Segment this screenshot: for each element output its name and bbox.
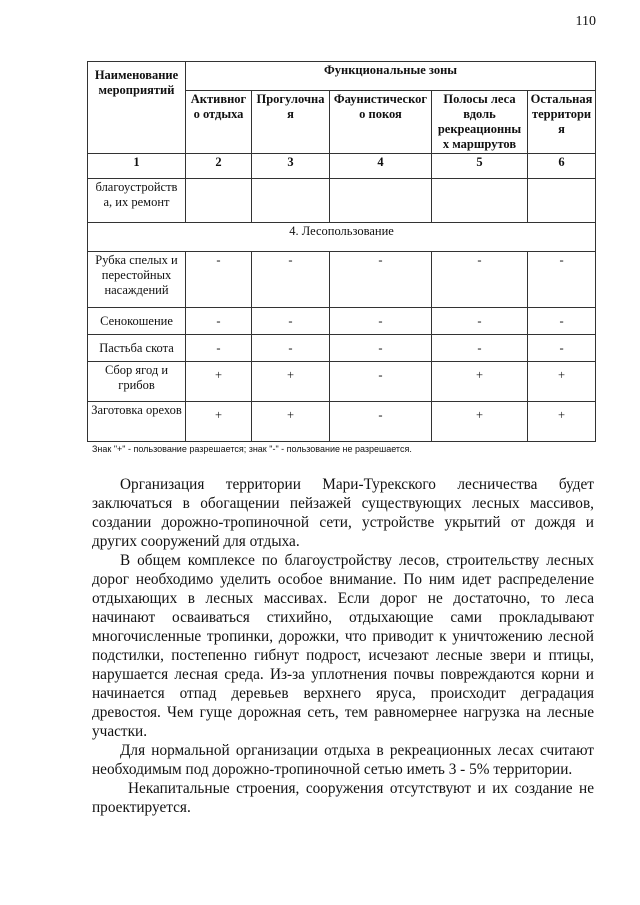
section-row — [88, 223, 596, 252]
zone-value: - — [330, 335, 432, 362]
zone-value — [330, 179, 432, 223]
page-number: 110 — [575, 14, 596, 29]
zone-value: - — [330, 308, 432, 335]
zone-value: + — [252, 402, 330, 442]
zone-value: - — [330, 252, 432, 308]
zone-value: + — [432, 362, 528, 402]
zone-value: - — [252, 335, 330, 362]
zone-value: - — [432, 335, 528, 362]
zone-header: Фаунистическог о покоя — [330, 91, 432, 154]
activity-name: Пастьба скота — [88, 335, 186, 362]
zone-value — [186, 179, 252, 223]
activity-column-header: Наименование мероприятий — [88, 62, 186, 154]
table-row — [88, 252, 596, 308]
paragraph: Для нормальной организации отдыха в рекреационных лесах считают необходимым под дорожно-тропиночной сетью иметь 3 - 5% территории. — [92, 742, 594, 778]
zone-value: - — [330, 402, 432, 442]
zone-value: + — [186, 402, 252, 442]
zone-value: - — [186, 335, 252, 362]
zone-value: + — [528, 362, 596, 402]
table-row — [88, 335, 596, 362]
zone-value: - — [528, 308, 596, 335]
paragraph: В общем комплексе по благоустройству лесов, строительству лесных дорог необходимо уделить особое внимание. По ним идет распределение отдыхающих в лесных массивах. Если дорог не достаточно, то леса начинают осваиваться стихийно, отдыхающие сами прокладывают многочисленные тропинки, дорожки, что приводит к уничтожению лесной подстилки, постепенно гибнут подрост, исчезают лесные звери и птицы, нарушается лесная среда. Из-за уплотнения почвы повреждаются корни и начинается отпад деревьев верхнего яруса, происходит деградация древостоя. Чем гуще дорожная сеть, тем равномернее нагрузка на лесные участки. — [92, 552, 594, 740]
zone-header: Полосы леса вдоль рекреационны х маршрутов — [432, 91, 528, 154]
column-number: 6 — [528, 154, 596, 179]
activity-name: благоустройств а, их ремонт — [88, 179, 186, 223]
table-row — [88, 402, 596, 442]
activity-name: Сбор ягод и грибов — [88, 362, 186, 402]
body-text — [92, 475, 594, 817]
column-number: 4 — [330, 154, 432, 179]
zone-value: - — [528, 252, 596, 308]
activity-name: Рубка спелых и перестойных насаждений — [88, 252, 186, 308]
section-title: 4. Лесопользование — [88, 223, 596, 252]
zone-value: - — [528, 335, 596, 362]
column-number: 1 — [88, 154, 186, 179]
zone-value — [528, 179, 596, 223]
zone-value: - — [252, 308, 330, 335]
column-number-row — [88, 154, 596, 179]
zones-group-header: Функциональные зоны — [186, 62, 596, 91]
zone-value: - — [432, 252, 528, 308]
zone-value — [252, 179, 330, 223]
zone-value: + — [186, 362, 252, 402]
column-number: 2 — [186, 154, 252, 179]
zone-value: - — [252, 252, 330, 308]
paragraph: Некапитальные строения, сооружения отсутствуют и их создание не проектируется. — [92, 780, 594, 816]
zone-value: + — [432, 402, 528, 442]
zone-value: + — [528, 402, 596, 442]
zone-header: Активног о отдыха — [186, 91, 252, 154]
table-row — [88, 179, 596, 223]
functional-zones-table — [87, 61, 596, 442]
column-number: 3 — [252, 154, 330, 179]
zone-header: Остальная территори я — [528, 91, 596, 154]
zone-value: - — [186, 308, 252, 335]
zone-header: Прогулочна я — [252, 91, 330, 154]
zone-value: - — [186, 252, 252, 308]
activity-name: Сенокошение — [88, 308, 186, 335]
zone-value: - — [330, 362, 432, 402]
table-row — [88, 362, 596, 402]
column-number: 5 — [432, 154, 528, 179]
zone-value: + — [252, 362, 330, 402]
zone-value: - — [432, 308, 528, 335]
activity-name: Заготовка орехов — [88, 402, 186, 442]
paragraph: Организация территории Мари-Турекского лесничества будет заключаться в обогащении пейзажей существующих лесных массивов, создании дорожно-тропиночной сети, устройстве укрытий от дождя и других сооружений для отдыха. — [92, 476, 594, 550]
table-row — [88, 308, 596, 335]
table-note: Знак "+" - пользование разрешается; знак "-" - пользование не разрешается. — [92, 444, 412, 454]
zone-value — [432, 179, 528, 223]
